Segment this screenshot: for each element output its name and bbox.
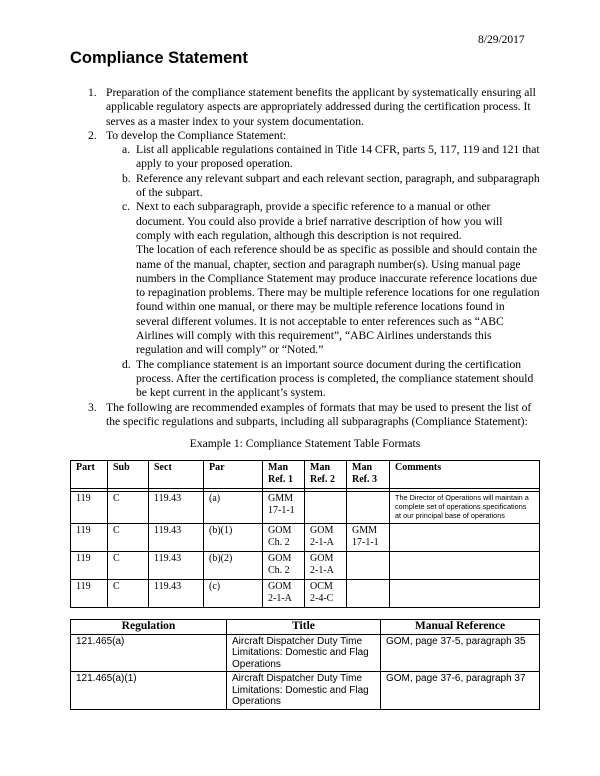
cell-par: (a)	[204, 492, 263, 524]
cell-title: Aircraft Dispatcher Duty Time Limitations: Domestic and Flag Operations	[227, 672, 381, 710]
sub-item-text: List all applicable regulations contained in Title 14 CFR, parts 5, 117, 119 and 121 that apply to your proposed operation.	[136, 143, 540, 171]
col-header-man-ref-1: Man Ref. 1	[263, 461, 305, 489]
col-header-title: Title	[227, 620, 381, 635]
instructions-list	[70, 86, 540, 429]
cell-part: 119	[71, 580, 108, 608]
cell-man-ref-2: OCM 2-4-C	[305, 580, 347, 608]
cell-man-ref-2: GOM 2-1-A	[305, 552, 347, 580]
cell-par: (c)	[204, 580, 263, 608]
cell-part: 119	[71, 524, 108, 552]
cell-man-ref-2: GOM 2-1-A	[305, 524, 347, 552]
cell-regulation: 121.465(a)(1)	[71, 672, 227, 710]
col-header-par: Par	[204, 461, 263, 489]
sub-item-c	[70, 200, 540, 243]
table-row	[71, 524, 540, 552]
cell-sub: C	[108, 492, 149, 524]
cell-sect: 119.43	[149, 552, 204, 580]
sub-item-text: Reference any relevant subpart and each relevant section, paragraph, and subparagraph of the subpart.	[136, 171, 540, 200]
sub-item-letter: c.	[122, 200, 131, 214]
sub-item-b	[70, 172, 540, 201]
cell-sub: C	[108, 552, 149, 580]
col-header-comments: Comments	[390, 461, 540, 489]
cell-man-ref-1: GOM Ch. 2	[263, 524, 305, 552]
table-header-row	[71, 461, 540, 489]
col-header-manual-reference: Manual Reference	[381, 620, 540, 635]
list-item-3	[70, 401, 540, 430]
sub-item-text: Next to each subparagraph, provide a specific reference to a manual or other document. You could also provide a brief narrative description of how you will comply with each regulation, although this description is not required.	[136, 200, 503, 242]
cell-man-ref-3	[347, 552, 390, 580]
table-row	[71, 492, 540, 524]
cell-part: 119	[71, 492, 108, 524]
cell-regulation: 121.465(a)	[71, 634, 227, 672]
cell-part: 119	[71, 552, 108, 580]
col-header-sub: Sub	[108, 461, 149, 489]
list-item-2	[70, 129, 540, 143]
cell-man-ref-1: GMM 17-1-1	[263, 492, 305, 524]
sub-item-letter: d.	[122, 357, 131, 371]
compliance-table	[70, 460, 540, 608]
col-header-regulation: Regulation	[71, 620, 227, 635]
sub-item-letter: b.	[122, 171, 131, 185]
cell-man-ref-3	[347, 580, 390, 608]
sub-item-text: The compliance statement is an important source document during the certification process. After the certification process is completed, the compliance statement should be kept current in the applicant’s system.	[136, 357, 534, 400]
document-date: 8/29/2017	[478, 34, 525, 46]
sub-item-a	[70, 143, 540, 172]
table-row	[71, 672, 540, 710]
list-number: 3.	[88, 400, 97, 414]
sub-item-c-continuation: The location of each reference should be as specific as possible and should contain the name of the manual, chapter, section and paragraph number(s). Using manual page numbers in the Compliance Statement may produce inaccurate reference locations due to repagination problems. There may be multiple reference locations for one regulation found within one manual, or there may be multiple reference locations found in several different volumes. It is not acceptable to enter references such as “ABC Airlines will comply with this requirement”, “ABC Airlines understands this regulation and will comply” or “Noted.”	[136, 243, 540, 357]
regulation-table	[70, 619, 540, 710]
col-header-man-ref-3: Man Ref. 3	[347, 461, 390, 489]
cell-man-ref-2	[305, 492, 347, 524]
list-item-text: The following are recommended examples of formats that may be used to present the list of the specific regulations and subparts, including all subparagraphs (Compliance Statement):	[106, 400, 532, 428]
list-number: 1.	[88, 86, 97, 99]
cell-man-ref-1: GOM Ch. 2	[263, 552, 305, 580]
cell-sub: C	[108, 580, 149, 608]
col-header-sect: Sect	[149, 461, 204, 489]
cell-par: (b)(1)	[204, 524, 263, 552]
table-row	[71, 634, 540, 672]
page-title: Compliance Statement	[70, 49, 248, 67]
table-row	[71, 580, 540, 608]
cell-sect: 119.43	[149, 580, 204, 608]
list-item-text: To develop the Compliance Statement:	[106, 128, 287, 142]
list-number: 2.	[88, 128, 97, 142]
cell-man-ref-3	[347, 492, 390, 524]
cell-sect: 119.43	[149, 492, 204, 524]
sub-item-d	[70, 358, 540, 401]
list-item-text: Preparation of the compliance statement benefits the applicant by systematically ensuring all applicable regulatory aspects are appropriately addressed during the certification process. It serves as a master index to your system documentation.	[106, 86, 536, 128]
col-header-part: Part	[71, 461, 108, 489]
cell-comments: The Director of Operations will maintain a complete set of operations specifications at our principal base of operations	[390, 492, 540, 524]
cell-manual-reference: GOM, page 37-6, paragraph 37	[381, 672, 540, 710]
cell-man-ref-1: GOM 2-1-A	[263, 580, 305, 608]
cell-comments	[390, 552, 540, 580]
table-header-row	[71, 620, 540, 635]
cell-sect: 119.43	[149, 524, 204, 552]
cell-comments	[390, 524, 540, 552]
cell-title: Aircraft Dispatcher Duty Time Limitations: Domestic and Flag Operations	[227, 634, 381, 672]
list-item-1	[70, 86, 540, 129]
cell-manual-reference: GOM, page 37-5, paragraph 35	[381, 634, 540, 672]
table-row	[71, 552, 540, 580]
table-caption: Example 1: Compliance Statement Table Formats	[189, 437, 421, 450]
cell-par: (b)(2)	[204, 552, 263, 580]
col-header-man-ref-2: Man Ref. 2	[305, 461, 347, 489]
sub-item-letter: a.	[122, 143, 131, 157]
cell-comments	[390, 580, 540, 608]
cell-man-ref-3: GMM 17-1-1	[347, 524, 390, 552]
cell-sub: C	[108, 524, 149, 552]
